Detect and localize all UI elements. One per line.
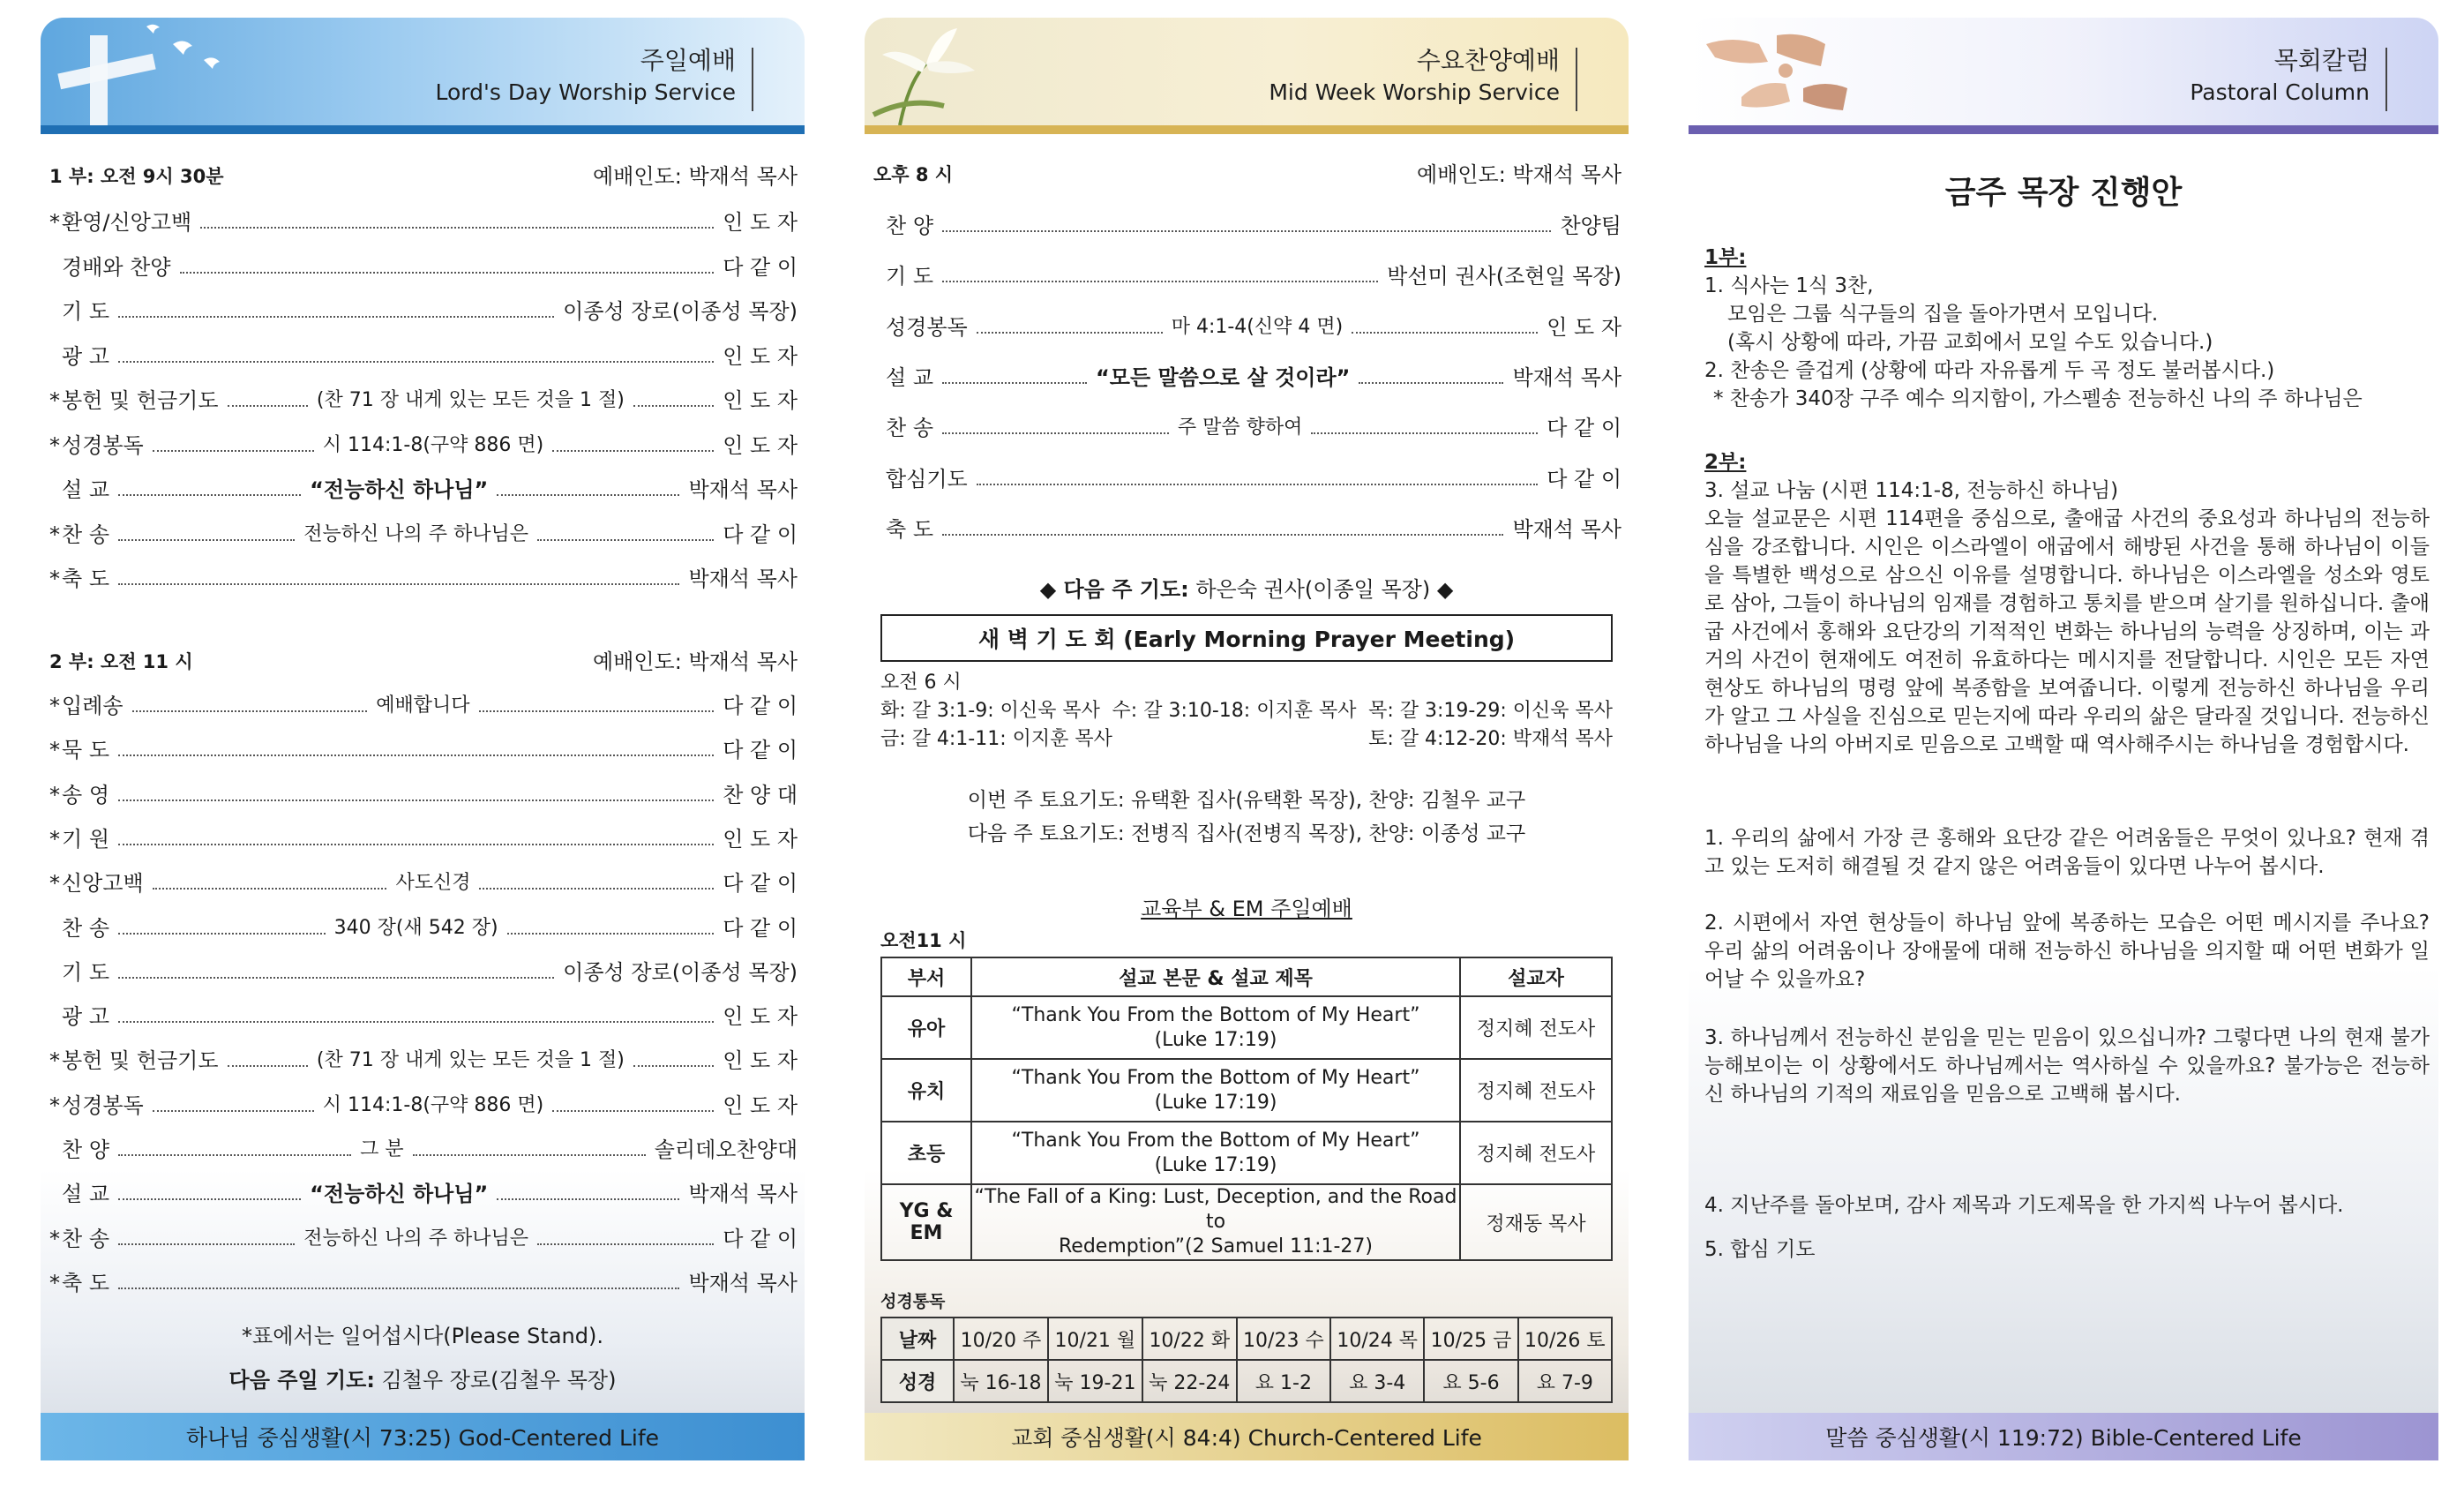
- part2-item: [49, 867, 798, 899]
- order-person: 박재석 목사: [688, 1270, 798, 1295]
- reading-date: 10/20 주: [954, 1318, 1048, 1360]
- part1-item: [49, 474, 798, 506]
- lords-day-panel: [41, 18, 805, 1460]
- dot-leader: [118, 494, 301, 496]
- order-detail: 시 114:1-8(구약 886 면): [322, 433, 544, 456]
- dot-leader: [1352, 332, 1538, 334]
- order-detail: 주 말씀 향하여: [1177, 417, 1303, 439]
- header-stripe: [1689, 125, 2438, 134]
- dot-leader: [118, 844, 714, 845]
- midweek-time-row: 오후 8 시 예배인도: 박재석 목사: [873, 162, 1621, 187]
- order-person: 다 같 이: [723, 522, 798, 547]
- panel-header: [1689, 18, 2438, 125]
- order-detail: “전능하신 하나님”: [310, 477, 489, 502]
- order-label: 찬 양: [62, 1137, 109, 1162]
- mid-item: [873, 260, 1621, 292]
- dawn-schedule: 오전 6 시 화: 갈 3:1-9: 이신욱 목사 수: 갈 3:10-18: 이지훈 목사 목: 갈 3:19-29: 이신욱 목사 금: 갈 4:1-11: 이지훈 목사 토: 갈 4:12-20: 박재석 목사: [880, 672, 1613, 750]
- stand-marker: *: [49, 738, 60, 763]
- stand-note: *표에서는 일어섭시다(Please Stand).: [242, 1324, 603, 1348]
- reading-date: 10/26 토: [1518, 1318, 1612, 1360]
- reading-date: 10/23 수: [1237, 1318, 1330, 1360]
- order-label: 기 원: [62, 826, 109, 852]
- item-5: 5. 합심 기도: [1704, 1238, 1816, 1261]
- order-person: 솔리데오찬양대: [654, 1137, 798, 1162]
- panel-footer: 교회 중심생활(시 84:4) Church-Centered Life: [865, 1413, 1629, 1460]
- edu-table-header: 부서 설교 본문 & 설교 제목 설교자: [881, 957, 1612, 996]
- order-label: 성경봉독: [886, 314, 968, 340]
- dot-leader: [942, 382, 1087, 384]
- panel-footer: 하나님 중심생활(시 73:25) God-Centered Life: [41, 1413, 805, 1460]
- dot-leader: [633, 1065, 714, 1067]
- order-detail: (찬 71 장 내게 있는 모든 것을 1 절): [316, 389, 625, 411]
- midweek-panel: [865, 18, 1629, 1460]
- dot-leader: [118, 583, 679, 585]
- order-person: 이종성 장로(이종성 목장): [563, 299, 798, 324]
- saturday-prayer-next: 다음 주 토요기도: 전병직 집사(전병직 목장), 찬양: 이종성 교구: [967, 822, 1526, 845]
- dot-leader: [479, 888, 714, 890]
- dot-leader: [537, 539, 714, 541]
- part2-item: [49, 823, 798, 855]
- pastoral-panel: [1689, 18, 2438, 1460]
- order-detail: “전능하신 하나님”: [310, 1182, 489, 1207]
- order-person: 인 도 자: [723, 826, 798, 852]
- lily-flower-icon: [865, 18, 1067, 125]
- order-person: 박재석 목사: [688, 477, 798, 502]
- reading-verse: 요 3-4: [1330, 1360, 1424, 1402]
- order-person: 다 같 이: [723, 694, 798, 718]
- part1-item: [49, 252, 798, 283]
- order-label: 찬 양: [886, 214, 933, 238]
- stand-marker: *: [49, 782, 60, 807]
- part2-item: [49, 1045, 798, 1077]
- part1-item: [49, 563, 798, 595]
- dot-leader: [228, 405, 308, 407]
- order-person: 다 같 이: [723, 738, 798, 763]
- panel-header: [865, 18, 1629, 125]
- order-person: 다 같 이: [1547, 416, 1621, 441]
- reading-date: 10/22 화: [1142, 1318, 1237, 1360]
- order-detail: 예배합니다: [376, 694, 470, 717]
- stand-marker: *: [49, 694, 60, 718]
- part2-item: [49, 734, 798, 766]
- dot-leader: [942, 281, 1378, 282]
- dot-leader: [942, 432, 1169, 434]
- dot-leader: [118, 1288, 679, 1289]
- saturday-prayer-this: 이번 주 토요기도: 유택환 집사(유택환 목장), 찬양: 김철우 교구: [967, 789, 1526, 812]
- panel-header: [41, 18, 805, 125]
- reading-verse: 요 5-6: [1424, 1360, 1517, 1402]
- order-person: 인 도 자: [723, 1004, 798, 1030]
- header-title: 수요찬양예배 Mid Week Worship Service: [1269, 46, 1560, 105]
- dot-leader: [497, 1198, 679, 1200]
- dot-leader: [118, 800, 714, 801]
- order-label: 찬 송: [62, 915, 109, 941]
- order-label: 찬 송: [62, 522, 109, 547]
- mid-item: [873, 362, 1621, 394]
- order-person: 인 도 자: [723, 432, 798, 458]
- order-person: 인 도 자: [723, 1048, 798, 1074]
- part2-item: [49, 1001, 798, 1032]
- dot-leader: [228, 1065, 308, 1067]
- edu-dept: 유아: [881, 996, 971, 1059]
- question-1: 1. 우리의 삶에서 가장 큰 홍해와 요단강 같은 어려움들은 무엇이 있나요? 현재 겪고 있는 도저히 해결될 것 같지 않은 어려움들이 있다면 나누어 봅시다.: [1704, 827, 2430, 878]
- dot-leader: [132, 710, 368, 712]
- dot-leader: [118, 933, 326, 935]
- order-label: 설 교: [62, 1182, 109, 1207]
- part2-item: [49, 779, 798, 811]
- order-person: 다 같 이: [723, 1226, 798, 1251]
- cross-dove-icon: [41, 18, 243, 125]
- order-label: 합심기도: [886, 466, 968, 492]
- stand-marker: *: [49, 210, 60, 235]
- column-title: 금주 목장 진행안: [1944, 175, 2183, 211]
- header-divider: [752, 48, 753, 111]
- part1-section: 1부: 1. 식사는 1식 3찬, 모임은 그룹 식구들의 집을 돌아가면서 모입니다. (혹시 상황에 따라, 가끔 교회에서 모일 수도 있습니다.) 2. 찬송은 즐겁게 (상황에 따라 자유롭게 두 곡 정도 불러봅시다.) * 찬송가 340장 구주 예수 의지함이, 가스펠송 전능하신 나의 주 하나님은: [1704, 246, 2363, 410]
- order-detail: (찬 71 장 내게 있는 모든 것을 1 절): [316, 1049, 625, 1072]
- order-person: 다 같 이: [723, 254, 798, 280]
- part2-item: [49, 912, 798, 944]
- stand-marker: *: [49, 1270, 60, 1295]
- order-person: 찬 양 대: [723, 782, 798, 807]
- header-divider: [2385, 48, 2387, 111]
- order-detail: 340 장(새 542 장): [333, 916, 498, 939]
- order-label: 입례송: [62, 694, 124, 718]
- edu-time: 오전11 시: [880, 930, 967, 951]
- order-label: 성경봉독: [62, 432, 144, 458]
- question-3: 3. 하나님께서 전능하신 분임을 믿는 믿음이 있으십니까? 그렇다면 나의 현재 불가능해보이는 이 상황에서도 하나님께서는 역사하실 수 있을까요? 불가능은 전능하신 하나님의 기적의 재료임을 믿음으로 고백해 봅시다.: [1704, 1026, 2430, 1106]
- reading-verse: 눅 22-24: [1142, 1360, 1237, 1402]
- order-person: 박재석 목사: [1512, 364, 1622, 390]
- order-label: 기 도: [62, 959, 109, 985]
- stand-marker: *: [49, 388, 60, 413]
- order-label: 축 도: [62, 1270, 109, 1295]
- order-person: 이종성 장로(이종성 목장): [563, 959, 798, 985]
- reading-verse: 눅 19-21: [1048, 1360, 1142, 1402]
- order-detail: 전능하신 나의 주 하나님은: [303, 522, 528, 545]
- edu-preacher: 정지혜 전도사: [1460, 996, 1612, 1059]
- order-person: 다 같 이: [723, 915, 798, 941]
- part2-section: 2부: 3. 설교 나눔 (시편 114:1-8, 전능하신 하나님) 오늘 설교문은 시편 114편을 중심으로, 출애굽 사건의 중요성과 하나님의 전능하심을 강조합니다. 시인은 이스라엘이 애굽에서 해방된 사건을 통해 하나님이 이들을 특별한 백성으로 삼으신 이유를 설명합니다. 하나님은 이스라엘을 성소와 영토로 삼아, 그들이 하나님의 임재를 경험하고 통치를 받으며 살기를 원하십니다. 출애굽 사건에서 홍해와 요단강의 기적적인 변화는 하나님의 능력을 상징하며, 이는 과거의 사건이 현재에도 여전히 유효하다는 메시지를 전달합니다. 시인은 모든 자연 현상도 하나님의 명령 앞에 복종함을 보여줍니다. 이렇게 전능하신 하나님을 우리가 알고 그 사실을 진심으로 믿는지에 따라 우리의 삶은 달라질 것입니다. 전능하신 하나님을 나의 아버지로 믿음으로 고백할 때 역사해주시는 하나님을 경험합시다.: [1704, 451, 2430, 756]
- part2-item: [49, 957, 798, 988]
- reading-date: 10/24 목: [1330, 1318, 1424, 1360]
- order-label: 경배와 찬양: [62, 254, 171, 280]
- panel-footer: 말씀 중심생활(시 119:72) Bible-Centered Life: [1689, 1413, 2438, 1460]
- joined-hands-icon: [1689, 18, 1891, 125]
- mid-item: [873, 210, 1621, 242]
- edu-table-body: [881, 996, 1612, 1260]
- reading-table: [880, 1317, 1613, 1403]
- question-2: 2. 시편에서 자연 현상들이 하나님 앞에 복종하는 모습은 어떤 메시지를 주나요? 우리 삶의 어려움이나 장애물에 대해 전능하신 하나님을 의지할 때 어떤 변화가 일어날 수 있을까요?: [1704, 912, 2430, 991]
- edu-dept: 유치: [881, 1059, 971, 1122]
- order-person: 인 도 자: [723, 210, 798, 235]
- stand-marker: *: [49, 1226, 60, 1251]
- reading-date: 10/21 월: [1048, 1318, 1142, 1360]
- stand-marker: *: [49, 826, 60, 852]
- order-label: 축 도: [62, 567, 109, 591]
- order-label: 봉헌 및 헌금기도: [62, 388, 219, 413]
- part1-time-row: 1 부: 오전 9시 30분 예배인도: 박재석 목사: [49, 164, 798, 189]
- dot-leader: [497, 494, 679, 496]
- header-stripe: [41, 125, 805, 134]
- edu-row: [881, 1122, 1612, 1184]
- part2-item: [49, 1223, 798, 1255]
- stand-marker: *: [49, 567, 60, 591]
- reading-title: 성경통독: [880, 1292, 946, 1311]
- edu-sermon: “The Fall of a King: Lust, Deception, and the Road to Redemption”(2 Samuel 11:1-27): [971, 1184, 1460, 1260]
- dawn-prayer-title: 새 벽 기 도 회 (Early Morning Prayer Meeting): [880, 614, 1613, 662]
- order-detail: 그 분: [360, 1138, 404, 1160]
- order-person: 인 도 자: [1547, 314, 1621, 340]
- order-label: 설 교: [62, 477, 109, 502]
- reading-dates-row: 날짜 10/20 주 10/21 월 10/22 화 10/23 수 10/24 목 10/25 금 10/26 토: [881, 1318, 1612, 1360]
- edu-dept: YG & EM: [881, 1184, 971, 1260]
- part1-item: [49, 296, 798, 327]
- part2-item: [49, 1134, 798, 1166]
- edu-preacher: 정지혜 전도사: [1460, 1122, 1612, 1184]
- edu-table: [880, 957, 1613, 1261]
- order-person: 인 도 자: [723, 343, 798, 369]
- reading-date: 10/25 금: [1424, 1318, 1517, 1360]
- part2-item: [49, 1178, 798, 1210]
- order-person: 찬양팀: [1560, 214, 1621, 238]
- edu-row: [881, 1059, 1612, 1122]
- order-label: 신앙고백: [62, 871, 144, 897]
- stand-marker: *: [49, 1048, 60, 1074]
- dot-leader: [537, 1243, 714, 1245]
- dot-leader: [479, 710, 715, 712]
- reading-verses-row: 성경 눅 16-18 눅 19-21 눅 22-24 요 1-2 요 3-4 요 5-6 요 7-9: [881, 1360, 1612, 1402]
- mid-item: [873, 412, 1621, 444]
- dot-leader: [942, 534, 1503, 536]
- part1-item: [49, 385, 798, 417]
- dot-leader: [118, 361, 714, 363]
- order-person: 박선미 권사(조현일 목장): [1387, 264, 1621, 289]
- stand-marker: *: [49, 871, 60, 897]
- edu-sermon: “Thank You From the Bottom of My Heart” (Luke 17:19): [971, 996, 1460, 1059]
- order-label: 환영/신앙고백: [62, 210, 192, 235]
- mid-item: [873, 514, 1621, 545]
- edu-preacher: 정재동 목사: [1460, 1184, 1612, 1260]
- part2-item: [49, 690, 798, 722]
- dot-leader: [153, 450, 314, 452]
- dot-leader: [1359, 382, 1503, 384]
- header-title: 목회칼럼 Pastoral Column: [2190, 46, 2370, 105]
- dot-leader: [118, 1243, 295, 1245]
- edu-row: [881, 1184, 1612, 1260]
- dot-leader: [507, 933, 715, 935]
- order-label: 성경봉독: [62, 1092, 144, 1118]
- reading-verse: 눅 16-18: [954, 1360, 1048, 1402]
- dot-leader: [413, 1154, 646, 1156]
- dot-leader: [977, 332, 1163, 334]
- edu-preacher: 정지혜 전도사: [1460, 1059, 1612, 1122]
- order-detail: 시 114:1-8(구약 886 면): [322, 1093, 544, 1116]
- stand-marker: *: [49, 522, 60, 547]
- order-label: 찬 송: [886, 416, 933, 441]
- edu-dept: 초등: [881, 1122, 971, 1184]
- order-label: 기 도: [886, 264, 933, 289]
- order-person: 다 같 이: [1547, 466, 1621, 492]
- order-person: 박재석 목사: [688, 1182, 798, 1207]
- part1-item: [49, 430, 798, 462]
- stand-marker: *: [49, 432, 60, 458]
- mid-item: [873, 463, 1621, 495]
- next-week-prayer: ◆ 다음 주 기도: 하은숙 권사(이종일 목장) ◆: [1039, 577, 1454, 602]
- order-detail: 마 4:1-4(신약 4 면): [1171, 315, 1344, 338]
- dot-leader: [942, 230, 1551, 232]
- dot-leader: [118, 755, 714, 756]
- order-detail: 전능하신 나의 주 하나님은: [303, 1227, 528, 1250]
- order-label: 묵 도: [62, 738, 109, 763]
- order-label: 송 영: [62, 782, 109, 807]
- order-label: 축 도: [886, 516, 933, 542]
- item-4: 4. 지난주를 돌아보며, 감사 제목과 기도제목을 한 가지씩 나누어 봅시다.: [1704, 1194, 2344, 1217]
- dot-leader: [118, 977, 554, 979]
- header-divider: [1576, 48, 1577, 111]
- part1-item: [49, 341, 798, 372]
- dot-leader: [180, 272, 715, 274]
- next-sunday-prayer: 다음 주일 기도: 김철우 장로(김철우 목장): [228, 1368, 617, 1393]
- order-person: 인 도 자: [723, 388, 798, 413]
- edu-row: [881, 996, 1612, 1059]
- order-label: 찬 송: [62, 1226, 109, 1251]
- reading-verse: 요 7-9: [1518, 1360, 1612, 1402]
- dot-leader: [118, 1021, 714, 1023]
- part1-item: [49, 519, 798, 551]
- mid-item: [873, 312, 1621, 343]
- part1-item: [49, 206, 798, 238]
- dot-leader: [552, 1110, 714, 1112]
- dot-leader: [118, 1154, 351, 1156]
- part2-item: [49, 1267, 798, 1299]
- order-person: 다 같 이: [723, 871, 798, 897]
- edu-title: 교육부 & EM 주일예배: [1141, 897, 1352, 921]
- dot-leader: [1311, 432, 1538, 434]
- header-title: 주일예배 Lord's Day Worship Service: [435, 46, 736, 105]
- dot-leader: [118, 539, 295, 541]
- dot-leader: [633, 405, 714, 407]
- dot-leader: [200, 227, 714, 229]
- order-detail: 사도신경: [395, 872, 471, 895]
- dot-leader: [118, 316, 554, 318]
- edu-sermon: “Thank You From the Bottom of My Heart” (Luke 17:19): [971, 1122, 1460, 1184]
- order-label: 광 고: [62, 1004, 109, 1030]
- dot-leader: [153, 1110, 314, 1112]
- dot-leader: [118, 1198, 301, 1200]
- order-label: 설 교: [886, 364, 933, 390]
- order-label: 광 고: [62, 343, 109, 369]
- part2-item: [49, 1090, 798, 1122]
- dot-leader: [552, 450, 714, 452]
- header-stripe: [865, 125, 1629, 134]
- reading-verse: 요 1-2: [1237, 1360, 1330, 1402]
- order-detail: “모든 말씀으로 살 것이라”: [1096, 364, 1351, 390]
- order-label: 기 도: [62, 299, 109, 324]
- dot-leader: [977, 484, 1538, 485]
- part2-time-row: 2 부: 오전 11 시 예배인도: 박재석 목사: [49, 649, 798, 674]
- order-person: 박재석 목사: [1512, 516, 1621, 542]
- stand-marker: *: [49, 1092, 60, 1118]
- order-person: 인 도 자: [723, 1092, 798, 1118]
- edu-sermon: “Thank You From the Bottom of My Heart” (Luke 17:19): [971, 1059, 1460, 1122]
- order-label: 봉헌 및 헌금기도: [62, 1048, 219, 1074]
- order-person: 박재석 목사: [688, 567, 798, 591]
- dot-leader: [153, 888, 387, 890]
